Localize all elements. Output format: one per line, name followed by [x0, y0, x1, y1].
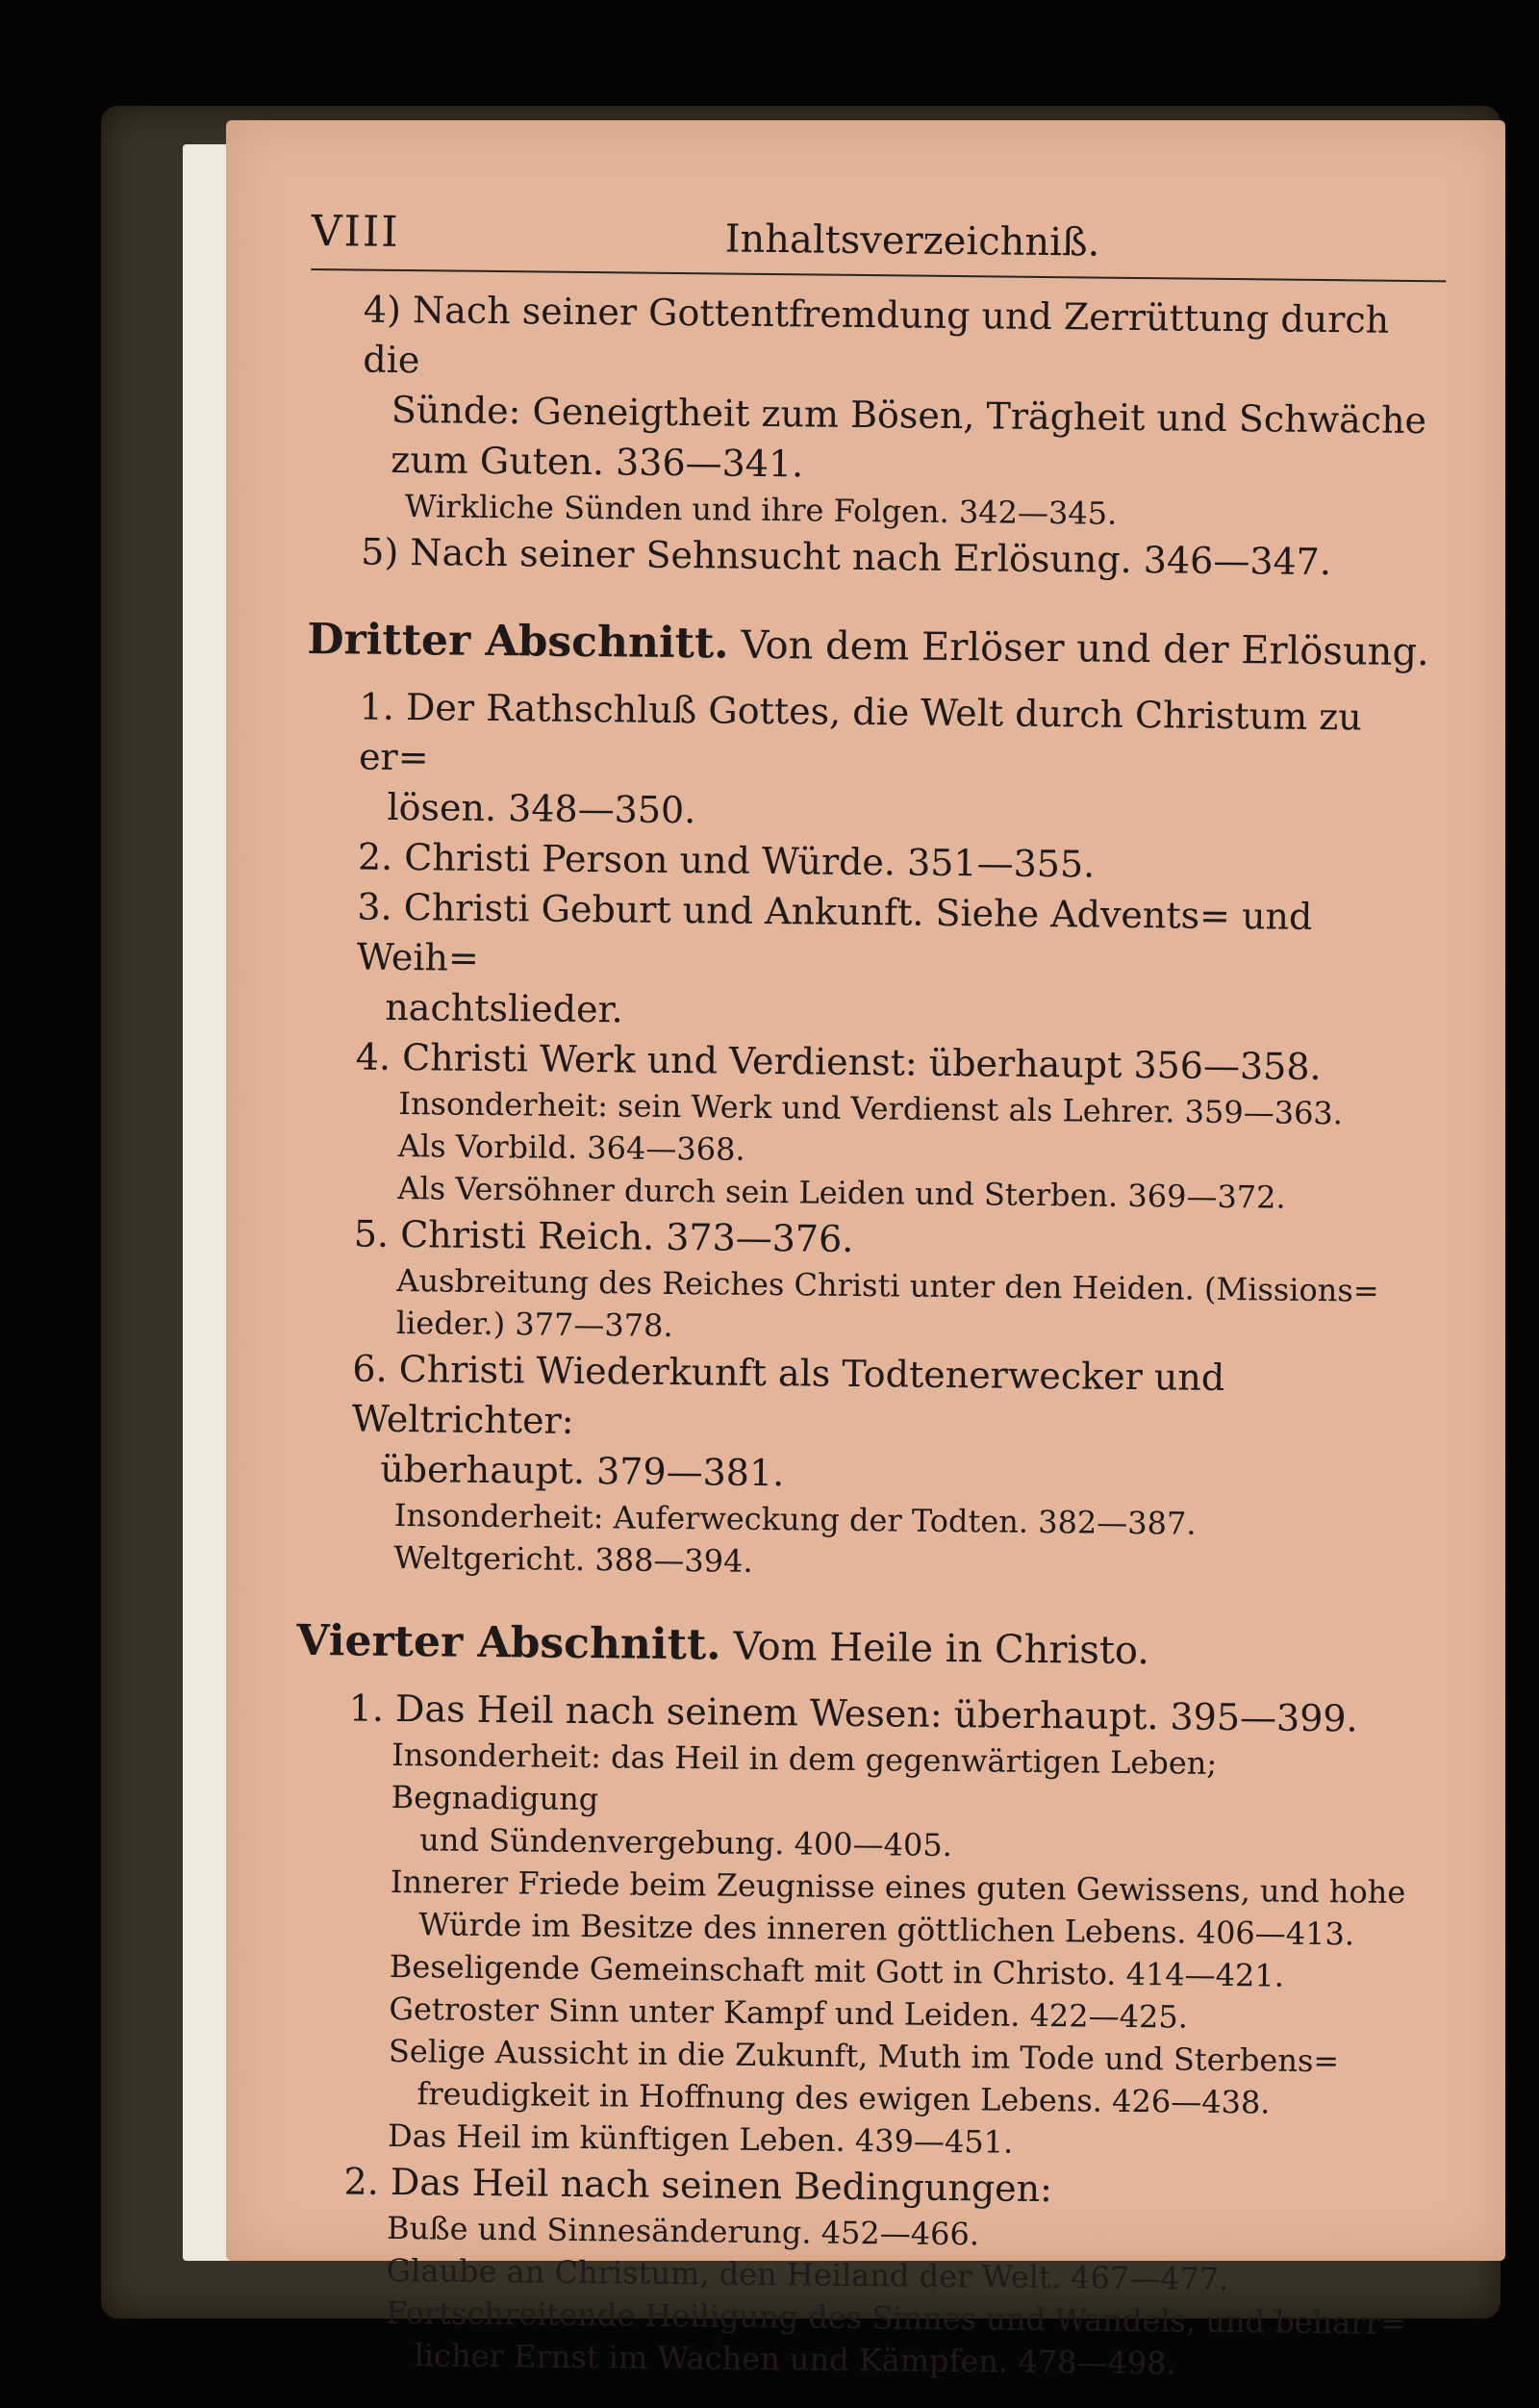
toc-subentry: Wirkliche Sünden und ihre Folgen. 342—345. [404, 488, 1118, 532]
toc-subentry: Glaube an Christum, den Heiland der Welt. 467—477. [386, 2251, 1229, 2298]
toc-subentry: Als Versöhner durch sein Leiden und Sterben. 369—372. [397, 1169, 1286, 1216]
toc-subentry: freudigkeit in Hoffnung des ewigen Lebens. 426—438. [416, 2075, 1271, 2121]
toc-entry: 6. Christi Wiederkunft als Todtenerwecker und Weltrichter: [351, 1347, 1225, 1442]
toc-entry: 1. Das Heil nach seinem Wesen: überhaupt. 395—399. [348, 1686, 1358, 1740]
toc-subentry: Ausbreitung des Reiches Christi unter den Heiden. (Missions= [396, 1261, 1379, 1309]
toc-entry: 2. Das Heil nach seinen Bedingungen: [343, 2160, 1053, 2211]
toc-entry: zum Guten. 336—341. [391, 438, 804, 486]
toc-subentry: Weltgericht. 388—394. [393, 1538, 753, 1580]
table-of-contents [289, 284, 1446, 2387]
section-label: Vierter Abschnitt. [296, 1615, 721, 1670]
toc-entry: 4) Nach seiner Gottentfremdung und Zerrüttung durch die [363, 288, 1390, 382]
section-label: Dritter Abschnitt. [307, 614, 729, 669]
book-page [226, 120, 1505, 2382]
toc-entry: 1. Der Rathschluß Gottes, die Welt durch Christum zu er= [358, 685, 1362, 779]
header-rule [311, 268, 1446, 282]
toc-subentry: Das Heil im künftigen Leben. 439—451. [387, 2117, 1014, 2161]
toc-subentry: Selige Aussicht in die Zukunft, Muth im Tode und Sterbens= [388, 2032, 1340, 2080]
toc-subentry: Insonderheit: sein Werk und Verdienst als Lehrer. 359—363. [398, 1084, 1344, 1132]
running-header [311, 207, 1447, 286]
toc-subentry: Beseligende Gemeinschaft mit Gott in Christo. 414—421. [389, 1947, 1285, 1994]
toc-subentry: und Sündenvergebung. 400—405. [419, 1821, 953, 1864]
toc-subentry: Insonderheit: das Heil in dem gegenwärtigen Leben; Begnadigung [391, 1736, 1218, 1818]
toc-subentry: Als Vorbild. 364—368. [397, 1127, 745, 1168]
toc-entry: überhaupt. 379—381. [380, 1447, 785, 1495]
running-title: Inhaltsverzeichniß. [724, 216, 1100, 266]
toc-entry: 3. Christi Geburt und Ankunft. Siehe Advents= und Weih= [356, 885, 1313, 979]
section-title: Vom Heile in Christo. [733, 1624, 1150, 1674]
page-number: VIII [311, 206, 400, 257]
toc-entry: 4. Christi Werk und Verdienst: überhaupt 356—358. [355, 1035, 1322, 1089]
toc-subentry: Fortschreitende Heiligung des Sinnes und Wandels, und beharr= [385, 2294, 1406, 2343]
toc-subentry: licher Ernst im Wachen und Kämpfen. 478—498. [414, 2337, 1176, 2382]
toc-entry: 5) Nach seiner Sehnsucht nach Erlösung. 346—347. [361, 530, 1332, 584]
page-content [296, 120, 1448, 2382]
toc-subentry: Würde im Besitze des inneren göttlichen Lebens. 406—413. [418, 1906, 1355, 1953]
toc-entry: Sünde: Geneigtheit zum Bösen, Trägheit und Schwäche [391, 388, 1427, 443]
toc-subentry: Getroster Sinn unter Kampf und Leiden. 422—425. [389, 1990, 1189, 2036]
toc-subentry: Buße und Sinnesänderung. 452—466. [386, 2209, 980, 2253]
toc-subentry: Insonderheit: Auferweckung der Todten. 382—387. [393, 1496, 1197, 1542]
toc-entry: nachtslieder. [385, 985, 623, 1031]
toc-subentry: Innerer Friede beim Zeugnisse eines guten Gewissens, und hohe [390, 1863, 1406, 1911]
toc-entry: 5. Christi Reich. 373—376. [353, 1212, 854, 1260]
toc-entry: lösen. 348—350. [387, 785, 696, 832]
section-title: Von dem Erlöser und der Erlösung. [741, 622, 1430, 675]
toc-entry: 2. Christi Person und Würde. 351—355. [357, 835, 1096, 886]
toc-subentry: lieder.) 377—378. [395, 1304, 673, 1344]
